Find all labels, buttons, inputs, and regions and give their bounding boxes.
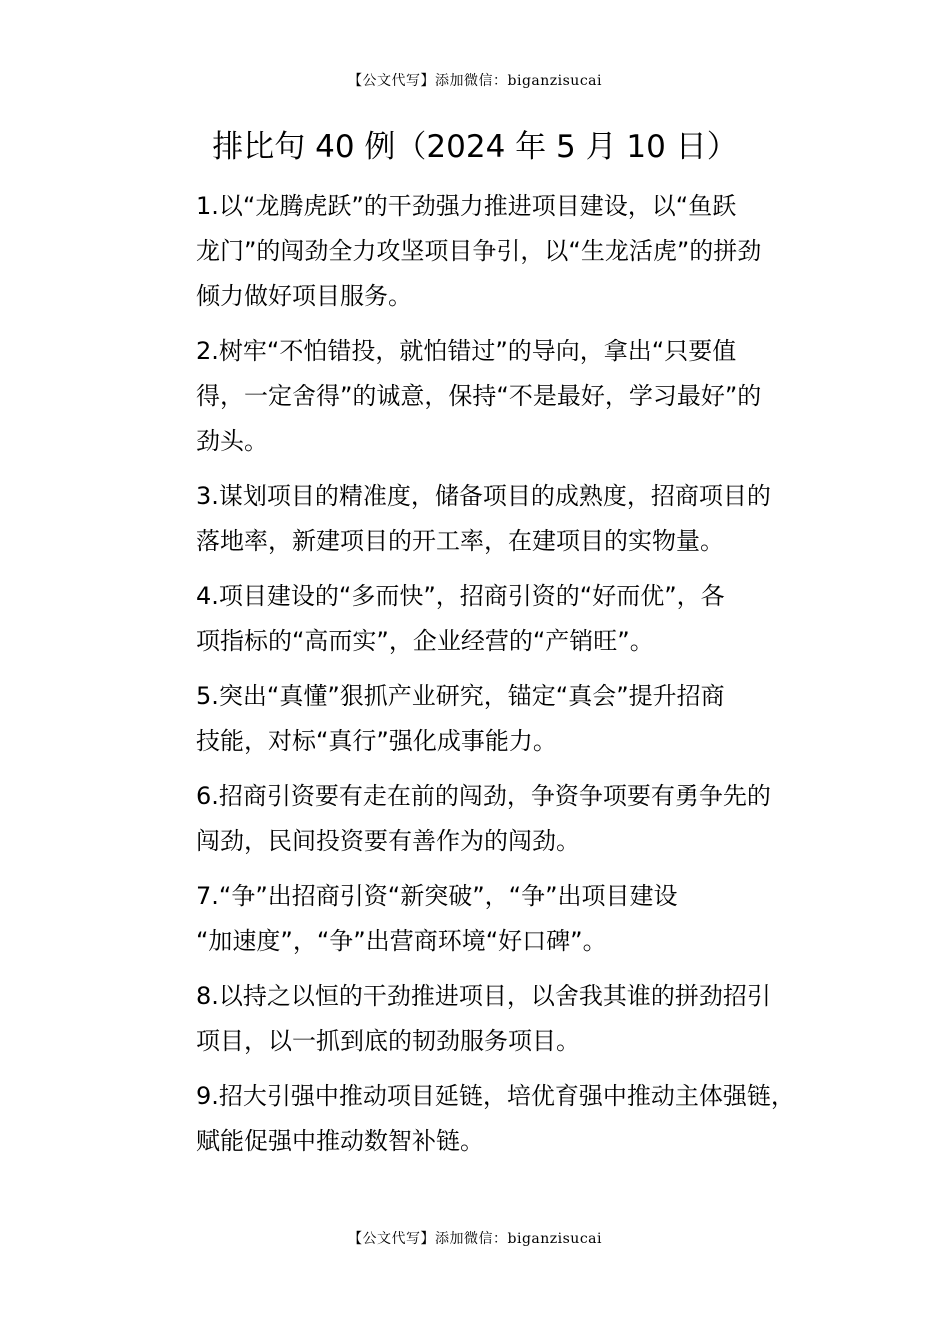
paragraph-7 [144,874,814,964]
paragraph-line: 劲头。 [196,427,268,455]
paragraph-line: 6.招商引资要有走在前的闯劲，争资争项要有勇争先的 [196,782,771,810]
header-contact-note: 【公文代写】添加微信：biganzisucai [348,73,602,89]
paragraph-8 [144,974,814,1064]
footer-contact-note: 【公文代写】添加微信：biganzisucai [348,1231,602,1247]
paragraph-4 [144,574,814,664]
paragraph-line: “加速度”，“争”出营商环境“好口碑”。 [196,927,607,955]
paragraph-3 [144,474,814,564]
paragraph-line: 落地率，新建项目的开工率，在建项目的实物量。 [196,527,724,555]
paragraph-line: 龙门”的闯劲全力攻坚项目争引，以“生龙活虎”的拼劲 [196,237,762,265]
paragraph-line: 项指标的“高而实”，企业经营的“产销旺”。 [196,627,654,655]
paragraph-line: 闯劲，民间投资要有善作为的闯劲。 [196,827,580,855]
paragraph-line: 得，一定舍得”的诚意，保持“不是最好，学习最好”的 [196,382,762,410]
paragraph-line: 1.以“龙腾虎跃”的干劲强力推进项目建设，以“鱼跃 [196,192,737,220]
paragraph-2 [144,329,814,464]
paragraph-line: 4.项目建设的“多而快”，招商引资的“好而优”，各 [196,582,725,610]
paragraph-line: 项目，以一抓到底的韧劲服务项目。 [196,1027,580,1055]
paragraph-line: 赋能促强中推动数智补链。 [196,1127,484,1155]
paragraph-5 [144,674,814,764]
paragraph-line: 2.树牢“不怕错投，就怕错过”的导向，拿出“只要值 [196,337,737,365]
paragraph-line: 倾力做好项目服务。 [196,282,412,310]
document-body [144,184,814,1174]
paragraph-1 [144,184,814,319]
paragraph-line: 技能，对标“真行”强化成事能力。 [196,727,557,755]
paragraph-6 [144,774,814,864]
paragraph-line: 8.以持之以恒的干劲推进项目，以舍我其谁的拼劲招引 [196,982,771,1010]
document-title: 排比句 40 例（2024 年 5 月 10 日） [212,129,738,165]
paragraph-line: 3.谋划项目的精准度，储备项目的成熟度，招商项目的 [196,482,771,510]
paragraph-line: 7.“争”出招商引资“新突破”，“争”出项目建设 [196,882,678,910]
paragraph-line: 5.突出“真懂”狠抓产业研究，锚定“真会”提升招商 [196,682,725,710]
paragraph-line: 9.招大引强中推动项目延链，培优育强中推动主体强链， [196,1082,795,1110]
paragraph-9 [144,1074,814,1164]
